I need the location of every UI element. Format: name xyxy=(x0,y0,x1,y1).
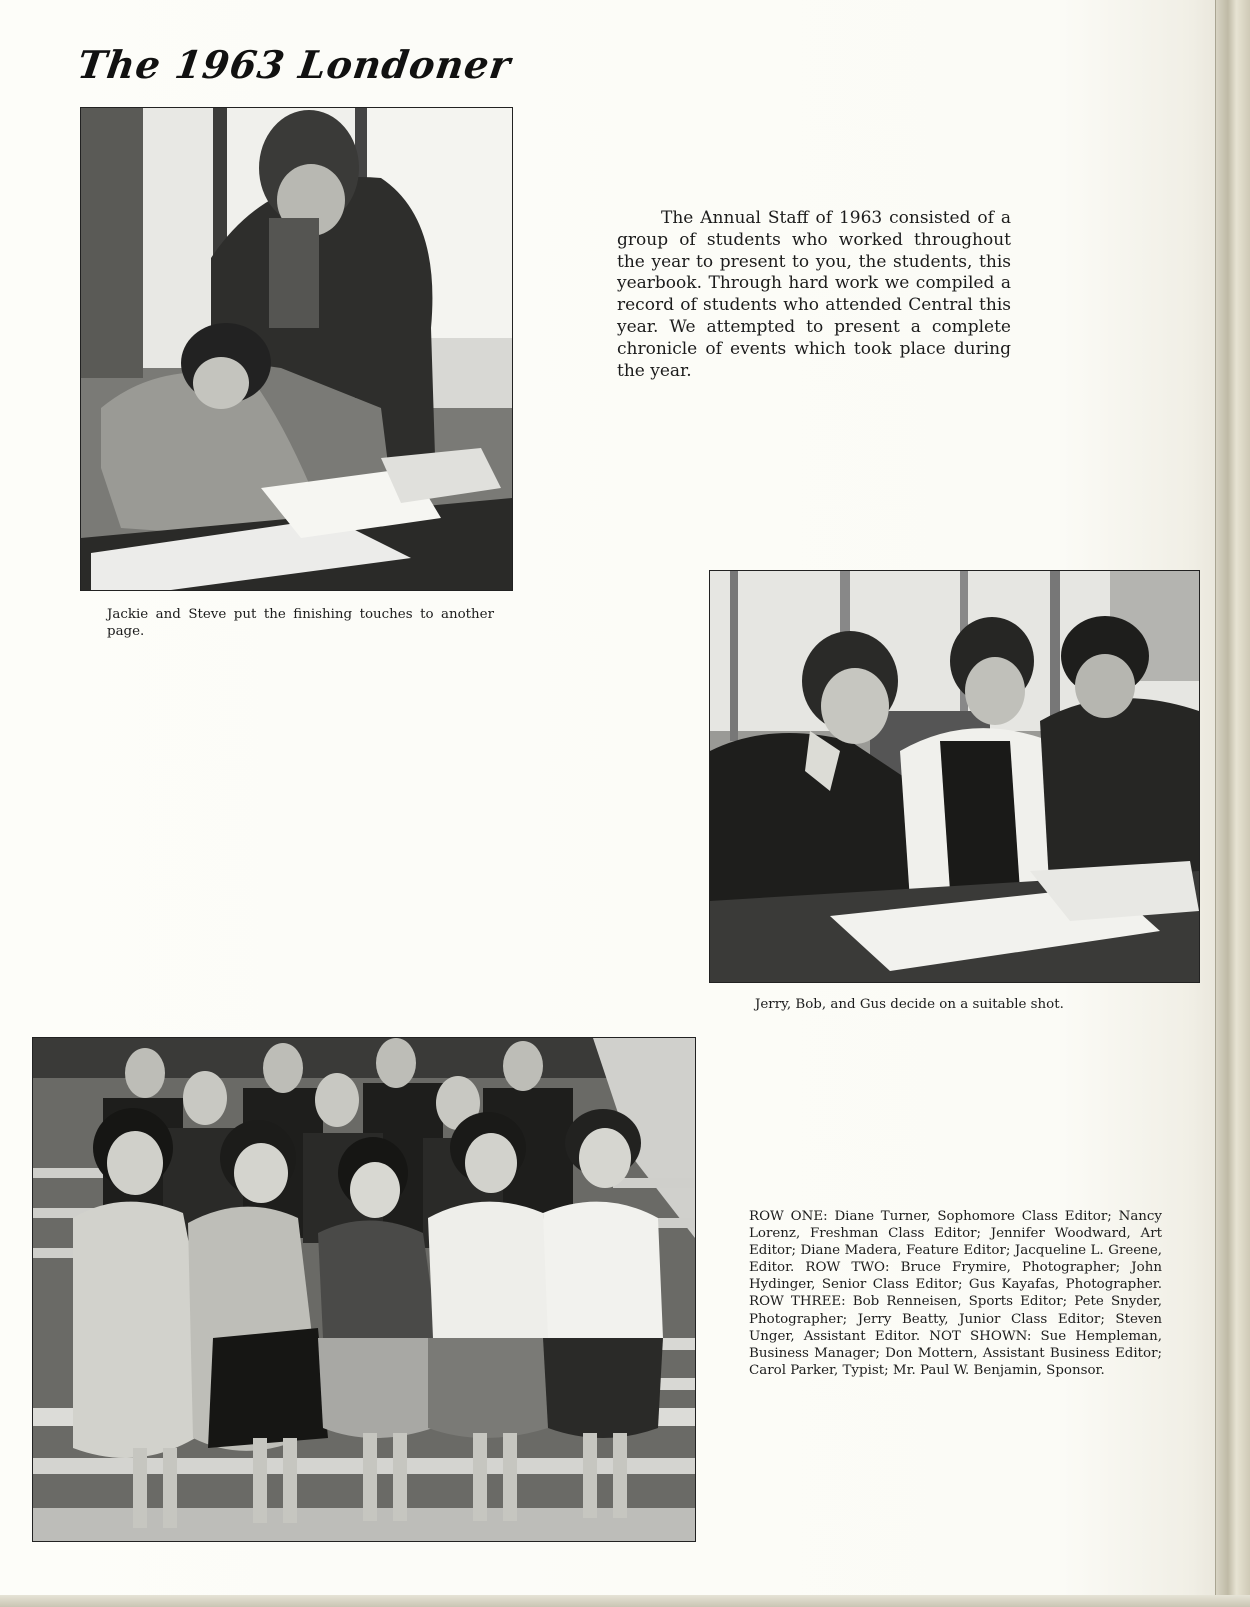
page-title: The 1963 Londoner xyxy=(74,42,514,87)
photo-jackie-and-steve-caption: Jackie and Steve put the finishing touches to another page. xyxy=(107,607,494,639)
page-bottom-edge xyxy=(0,1595,1250,1607)
intro-paragraph: The Annual Staff of 1963 consisted of a group of students who worked throughout the year to present to you, the students, this yearbook. Through hard work we compiled a record of students who attended Central this year. We attempted to present a complete chronicle of events which took place during the year. xyxy=(617,208,1011,381)
photo-jerry-bob-gus-image xyxy=(710,571,1199,982)
photo-annual-staff-group xyxy=(32,1037,696,1542)
photo-jerry-bob-gus xyxy=(709,570,1200,983)
photo-jackie-and-steve xyxy=(80,107,513,591)
staff-roster-caption: ROW ONE: Diane Turner, Sophomore Class Editor; Nancy Lorenz, Freshman Class Editor; Jennifer Woodward, Art Editor; Diane Madera, Feature Editor; Jacqueline L. Greene, Editor. ROW TWO: Bruce Frymire, Photographer; John Hydinger, Senior Class Editor; Gus Kayafas, Photographer. ROW THREE: Bob Renneisen, Sports Editor; Pete Snyder, Photographer; Jerry Beatty, Junior Class Editor; Steven Unger, Assistant Editor. NOT SHOWN: Sue Hempleman, Business Manager; Don Mottern, Assistant Business Editor; Carol Parker, Typist; Mr. Paul W. Benjamin, Sponsor. xyxy=(749,1209,1162,1378)
page-binding-edge xyxy=(1215,0,1250,1607)
photo-annual-staff-group-image xyxy=(33,1038,695,1541)
photo-jackie-and-steve-image xyxy=(81,108,512,590)
photo-jerry-bob-gus-caption: Jerry, Bob, and Gus decide on a suitable shot. xyxy=(755,997,1064,1012)
